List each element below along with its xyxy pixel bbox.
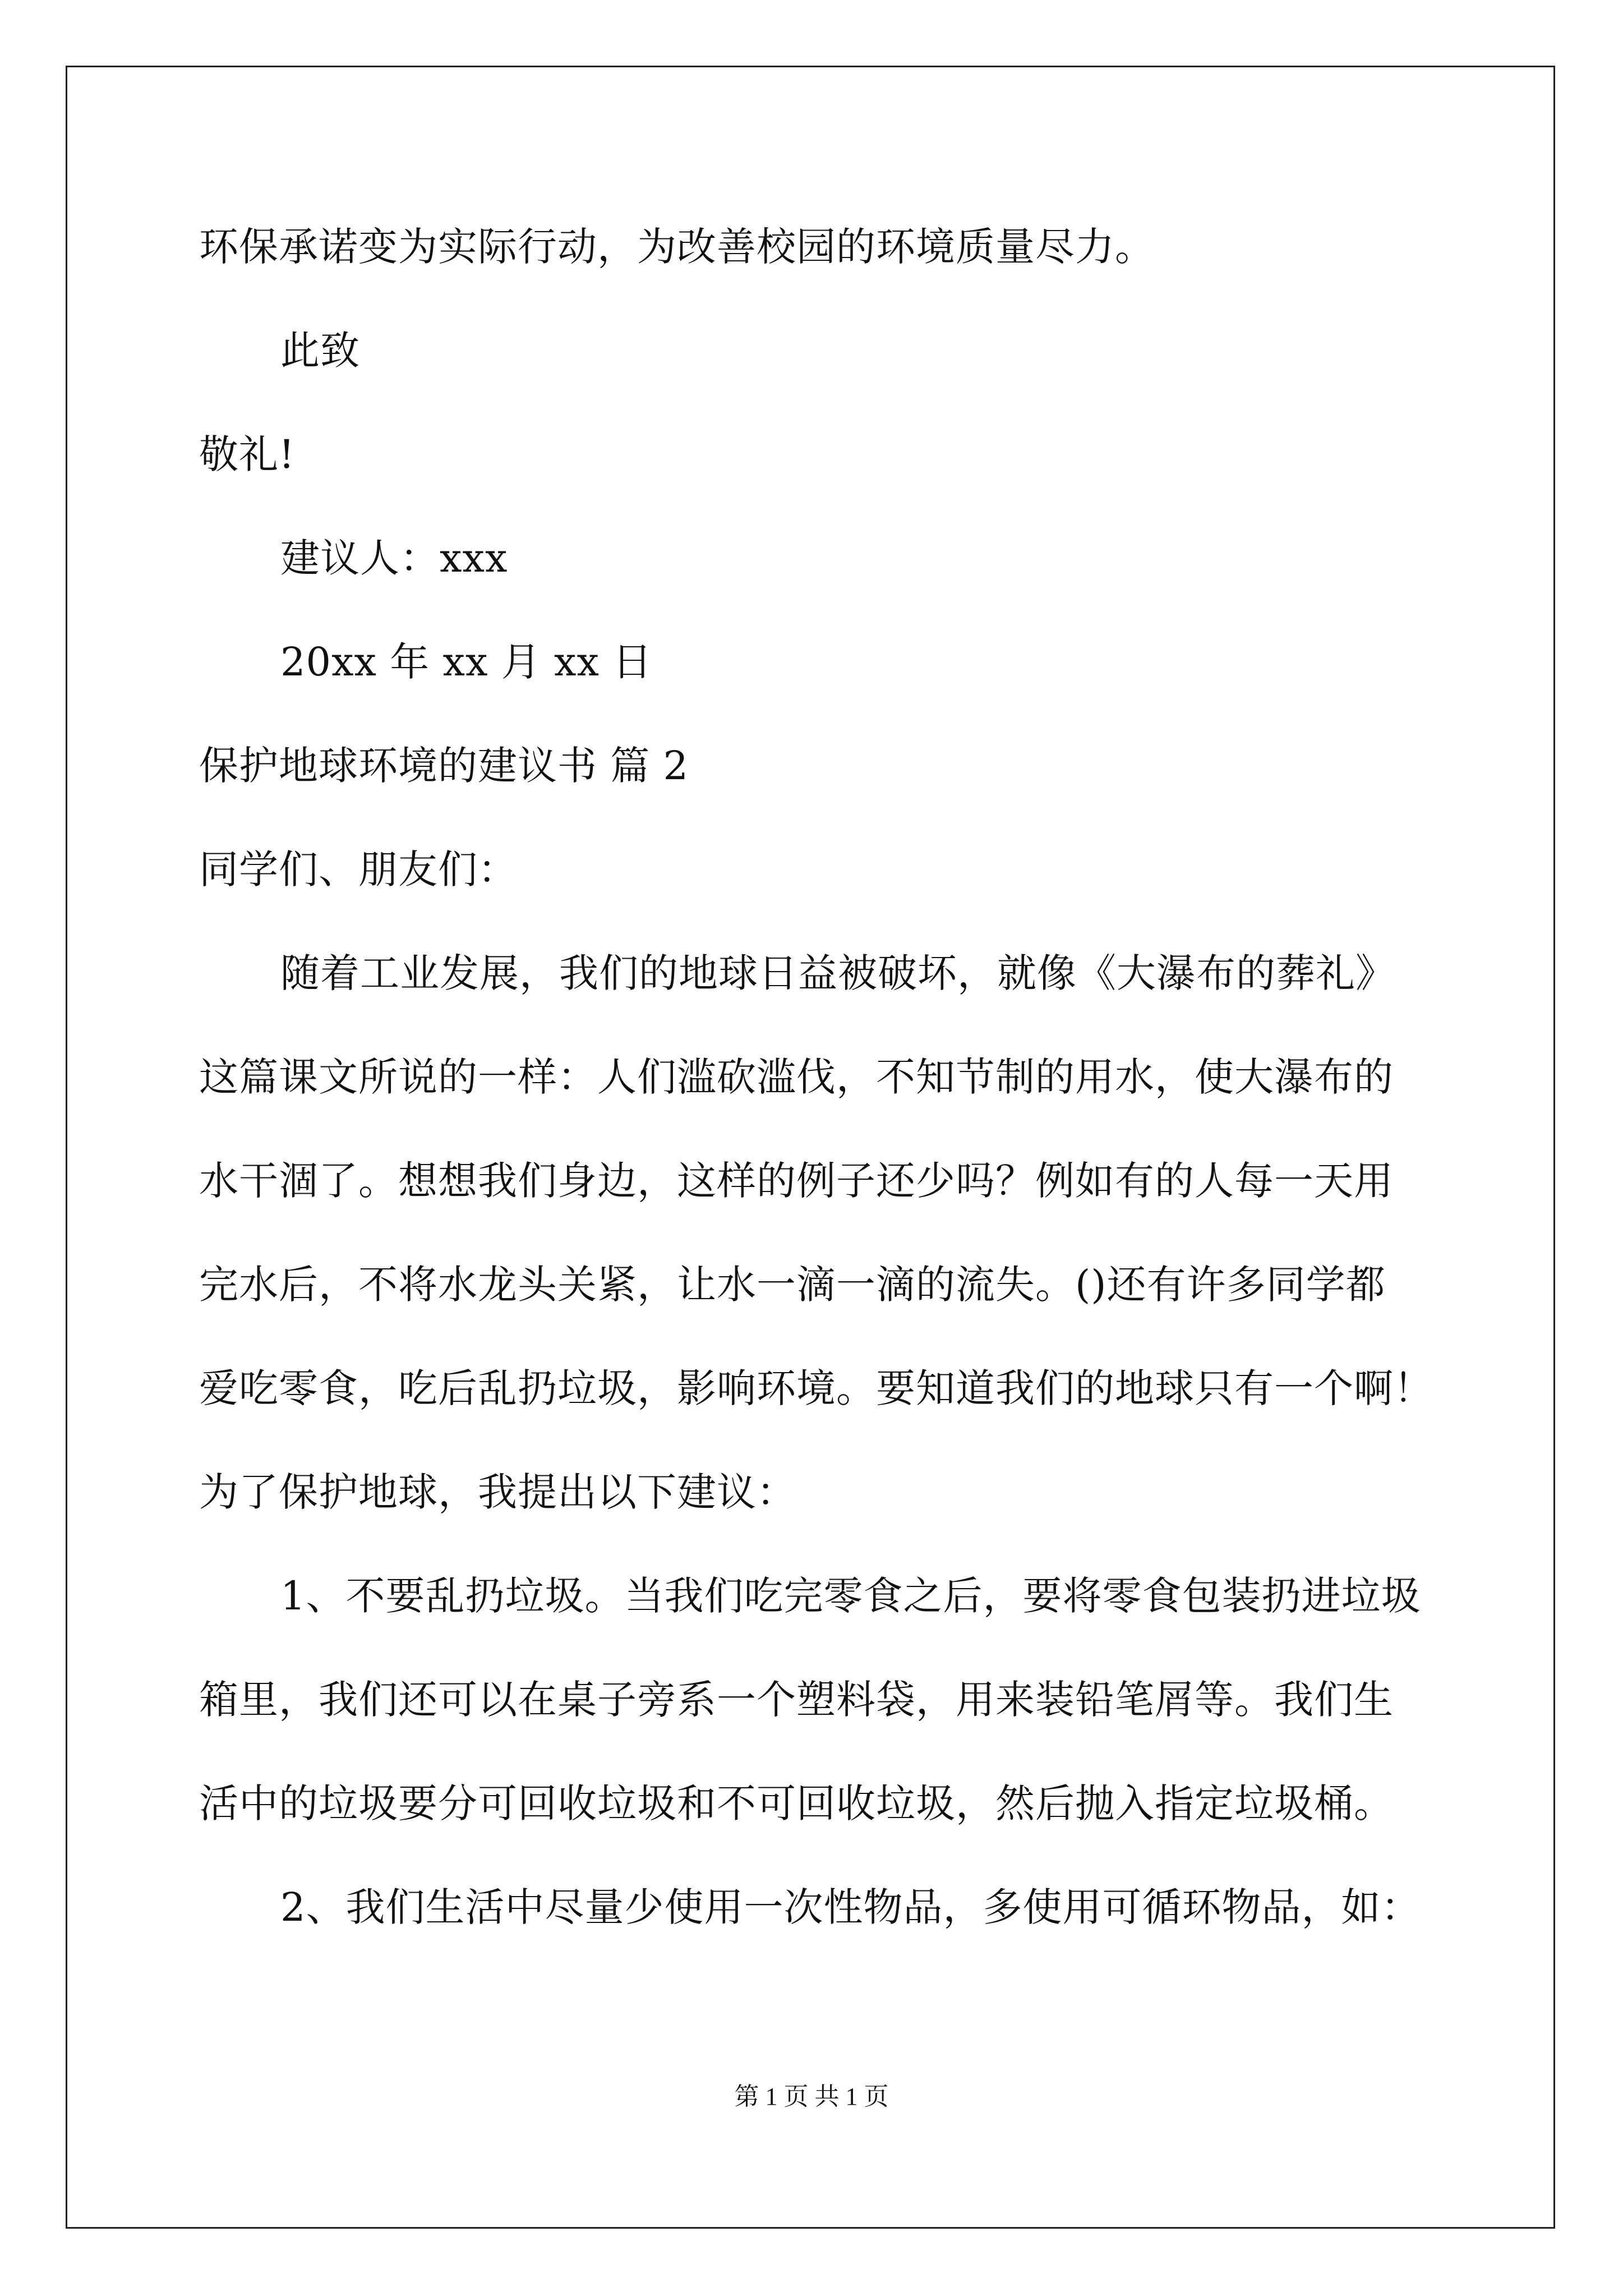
page-number-footer: 第 1 页 共 1 页 — [734, 2083, 889, 2110]
paragraph-line: 1、不要乱扔垃圾。当我们吃完零食之后，要将零食包装扔进垃圾 — [280, 1573, 1421, 1619]
paragraph-line: 环保承诺变为实际行动，为改善校园的环境质量尽力。 — [199, 224, 1155, 270]
greeting: 同学们、朋友们： — [199, 846, 518, 892]
paragraph-line: 爱吃零食，吃后乱扔垃圾，影响环境。要知道我们的地球只有一个啊！ — [199, 1365, 1433, 1411]
paragraph-line: 随着工业发展，我们的地球日益被破坏，就像《大瀑布的葬礼》 — [280, 950, 1395, 996]
signature-name: 建议人：xxx — [280, 535, 508, 581]
closing-regards: 敬礼! — [199, 431, 296, 477]
paragraph-line: 完水后，不将水龙头关紧，让水一滴一滴的流失。()还有许多同学都 — [199, 1262, 1386, 1308]
paragraph-line: 为了保护地球，我提出以下建议： — [199, 1469, 796, 1515]
paragraph-line: 2、我们生活中尽量少使用一次性物品，多使用可循环物品，如： — [280, 1884, 1421, 1930]
signature-date: 20xx 年 xx 月 xx 日 — [280, 639, 653, 685]
paragraph-line: 这篇课文所说的一样：人们滥砍滥伐，不知节制的用水，使大瀑布的 — [199, 1054, 1394, 1100]
paragraph-line: 水干涸了。想想我们身边，这样的例子还少吗？例如有的人每一天用 — [199, 1158, 1394, 1204]
paragraph-line: 活中的垃圾要分可回收垃圾和不可回收垃圾，然后抛入指定垃圾桶。 — [199, 1780, 1394, 1826]
closing-salutation: 此致 — [280, 328, 360, 374]
paragraph-line: 箱里，我们还可以在桌子旁系一个塑料袋，用来装铅笔屑等。我们生 — [199, 1677, 1394, 1723]
section-heading: 保护地球环境的建议书 篇 2 — [199, 743, 689, 789]
